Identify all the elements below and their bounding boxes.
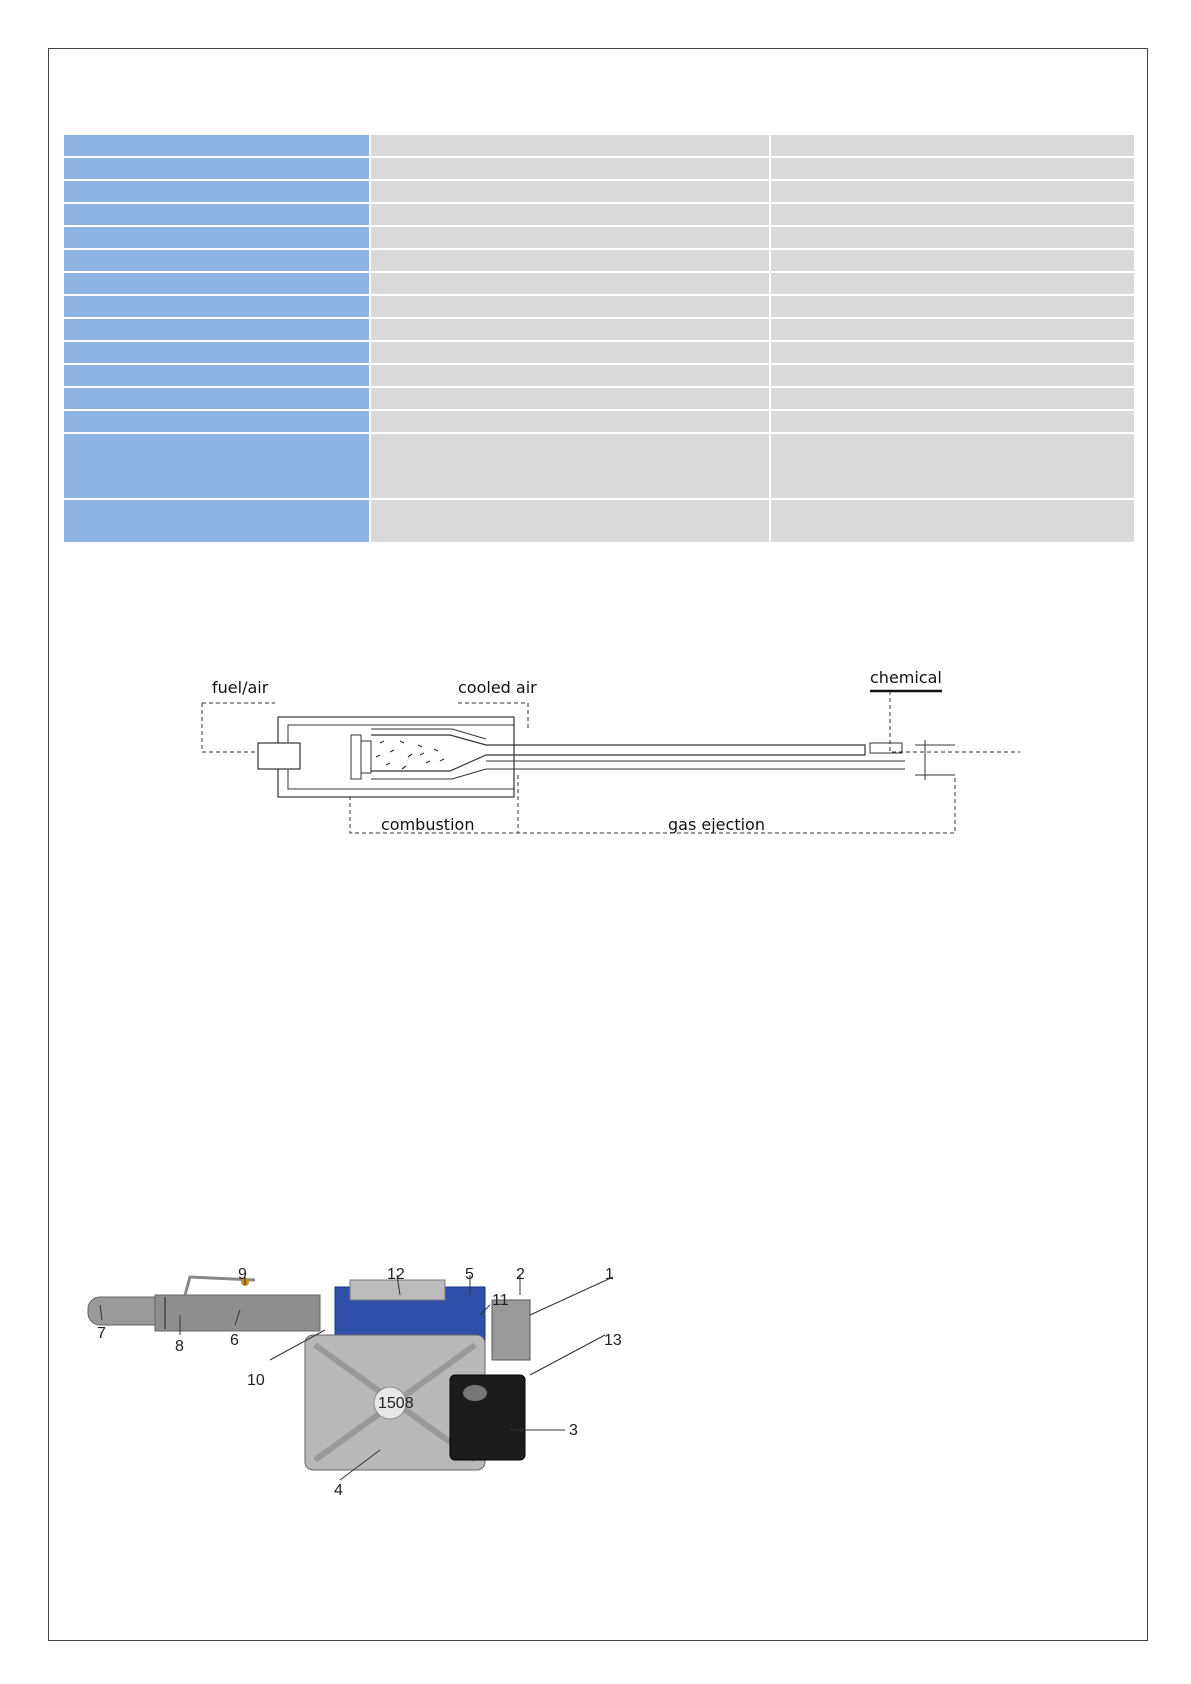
callout-1: 1 xyxy=(605,1266,614,1283)
callout-9: 9 xyxy=(238,1266,247,1283)
chemical-line xyxy=(890,691,990,752)
table-row xyxy=(63,410,1135,433)
fogger-image xyxy=(88,1277,530,1470)
callout-4: 4 xyxy=(334,1482,343,1499)
fogger-schematic-diagram xyxy=(190,655,1030,855)
fuel-air-bracket xyxy=(202,703,258,752)
table-row xyxy=(63,341,1135,364)
label-chemical: chemical xyxy=(870,668,942,687)
callout-5: 5 xyxy=(465,1266,474,1283)
label-combustion: combustion xyxy=(381,815,475,834)
table-row xyxy=(63,295,1135,318)
fuel-inlet xyxy=(258,743,300,769)
callout-12: 12 xyxy=(387,1266,405,1283)
table-row xyxy=(63,387,1135,410)
table-row xyxy=(63,364,1135,387)
table-row xyxy=(63,318,1135,341)
label-cooled-air: cooled air xyxy=(458,678,537,697)
table-row xyxy=(63,499,1135,543)
table-row xyxy=(63,226,1135,249)
table-row xyxy=(63,180,1135,203)
label-fuel-air: fuel/air xyxy=(212,678,269,697)
badge-text: 1508 xyxy=(378,1395,414,1412)
callout-11: 11 xyxy=(492,1292,509,1309)
label-gas-ejection: gas ejection xyxy=(668,815,765,834)
fogger-machine-photo xyxy=(80,1265,680,1555)
table-row xyxy=(63,203,1135,226)
callout-6: 6 xyxy=(230,1332,239,1349)
table-row xyxy=(63,433,1135,499)
callout-10: 10 xyxy=(247,1372,265,1389)
table-row xyxy=(63,134,1135,157)
table-row xyxy=(63,157,1135,180)
callout-3: 3 xyxy=(569,1422,578,1439)
callout-13: 13 xyxy=(604,1332,622,1349)
callout-8: 8 xyxy=(175,1338,184,1355)
callout-7: 7 xyxy=(97,1325,106,1342)
spec-table xyxy=(62,133,1136,544)
table-row xyxy=(63,249,1135,272)
table-row xyxy=(63,272,1135,295)
chemical-nozzle xyxy=(870,743,902,753)
callout-2: 2 xyxy=(516,1266,525,1283)
